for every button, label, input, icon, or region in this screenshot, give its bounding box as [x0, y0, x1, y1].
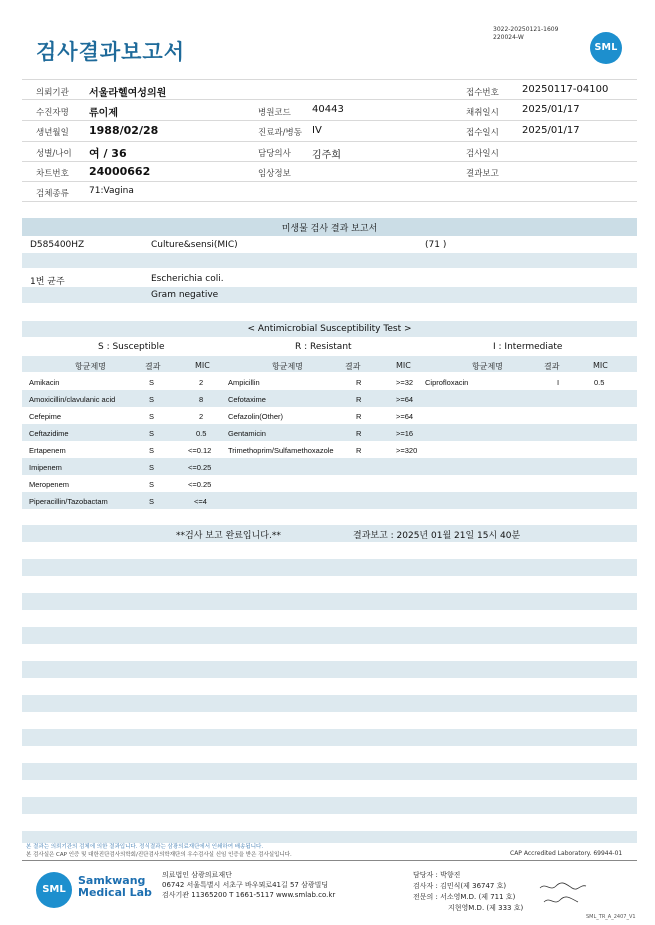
- drug-name: Ciprofloxacin: [425, 378, 469, 387]
- ward-code-label: 병원코드: [258, 108, 291, 118]
- specimen-label: 검체종류: [36, 189, 69, 199]
- legend-intermediate: I : Intermediate: [493, 342, 563, 352]
- band-row: [22, 287, 637, 303]
- drug-mic: >=32: [396, 378, 414, 387]
- band-row: [22, 729, 637, 746]
- band-row: [22, 593, 637, 610]
- test-number: (71 ): [425, 240, 447, 250]
- lab-contact: 검사기관 11365200 T 1661-5117 www.smlab.co.kr: [162, 891, 336, 899]
- samkwang-logo: SML: [36, 872, 72, 908]
- ast-title: < Antimicrobial Susceptibility Test >: [247, 324, 412, 334]
- info-row-3: [22, 121, 637, 142]
- col-result-header: 결과: [345, 362, 361, 371]
- ward-code-value: 40443: [312, 104, 344, 115]
- drug-result: S: [149, 378, 155, 387]
- drug-result: S: [149, 480, 155, 489]
- band-row: [22, 424, 637, 441]
- doctor-label: 담당의사: [258, 149, 291, 159]
- drug-result: R: [356, 446, 362, 455]
- drug-mic: <=0.25: [188, 480, 212, 489]
- drug-mic: >=64: [396, 412, 414, 421]
- col-mic-header: MIC: [593, 361, 608, 370]
- receipt-date-value: 2025/01/17: [522, 125, 580, 136]
- report-time: 결과보고 : 2025년 01월 21일 15시 40분: [353, 531, 521, 541]
- col-result-header: 결과: [145, 362, 161, 371]
- col-drug-header: 항균제명: [472, 362, 503, 371]
- staff-label: 담당자 :: [413, 871, 438, 879]
- drug-result: S: [149, 412, 155, 421]
- drug-result: S: [149, 395, 155, 404]
- drug-name: Gentamicin: [228, 429, 266, 438]
- drug-name: Imipenem: [29, 463, 62, 472]
- institution-value: 서울라헬여성의원: [89, 88, 167, 99]
- chart-no-label: 차트번호: [36, 169, 69, 179]
- completion-row: [22, 525, 637, 542]
- sml-logo: SML: [590, 32, 622, 64]
- band-row: [22, 492, 637, 509]
- drug-result: S: [149, 497, 155, 506]
- drug-result: R: [356, 395, 362, 404]
- drug-result: R: [356, 429, 362, 438]
- col-drug-header: 항균제명: [272, 362, 303, 371]
- drug-mic: <=0.12: [188, 446, 212, 455]
- dept-value: IV: [312, 125, 322, 136]
- clinical-label: 임상정보: [258, 169, 291, 179]
- collect-date-label: 채취일시: [466, 108, 499, 118]
- drug-mic: 0.5: [196, 429, 207, 438]
- drug-name: Meropenem: [29, 480, 70, 489]
- lab-address-block: [162, 870, 335, 900]
- footer-divider: [22, 860, 637, 861]
- drug-mic: 2: [199, 378, 204, 387]
- report-label: 결과보고: [466, 169, 499, 179]
- band-row: [22, 627, 637, 644]
- sex-age-label: 성별/나이: [36, 149, 72, 159]
- drug-result: S: [149, 429, 155, 438]
- staff-label: 검사자 :: [413, 882, 438, 890]
- receipt-date-label: 접수일시: [466, 128, 499, 138]
- sex-age-value: 여 / 36: [89, 147, 127, 160]
- drug-mic: 8: [199, 395, 204, 404]
- document-id: [493, 26, 558, 41]
- band-row: [22, 253, 637, 268]
- drug-mic: 0.5: [594, 378, 605, 387]
- drug-result: I: [557, 378, 560, 387]
- band-row: [22, 559, 637, 576]
- doctor-value: 김주희: [312, 150, 341, 161]
- info-row-4: [22, 142, 637, 162]
- form-number: SML_TR_A_2407_V1: [586, 914, 636, 920]
- footer-note-1: 본 결과는 의뢰기관의 검체에 의한 결과입니다. 정식결과는 삼광의료재단에서 인쇄하여 배송됩니다.: [26, 844, 264, 850]
- drug-name: Cefotaxime: [228, 395, 266, 404]
- institution-label: 의뢰기관: [36, 88, 69, 98]
- page-title: 검사결과보고서: [36, 40, 186, 64]
- drug-name: Trimethoprim/Sulfamethoxazole: [228, 446, 334, 455]
- organism-label: 1번 균주: [30, 277, 65, 287]
- dept-label: 진료과/병동: [258, 128, 302, 138]
- drug-result: S: [149, 463, 155, 472]
- name-value: 류이제: [89, 108, 118, 119]
- micro-section-title: 미생물 검사 결과 보고서: [281, 224, 378, 234]
- dob-value: 1988/02/28: [89, 124, 159, 137]
- logo-text-line2: Medical Lab: [78, 886, 152, 899]
- report-complete-text: **검사 보고 완료입니다.**: [176, 531, 281, 541]
- col-result-header: 결과: [544, 362, 560, 371]
- staff-name: 박향진: [440, 871, 461, 879]
- staff-name: 서소영M.D. (제 711 호): [440, 893, 516, 901]
- document-id-line2: 220024-W: [493, 33, 524, 41]
- staff-signatures: [413, 870, 523, 914]
- info-row-6: [22, 182, 637, 202]
- info-row-2: [22, 100, 637, 121]
- staff-name: 김민식(제 36747 호): [440, 882, 507, 890]
- info-row-1: [22, 79, 637, 100]
- lab-address: 06742 서울특별시 서초구 바우뫼로41길 57 삼광빌딩: [162, 881, 329, 889]
- drug-name: Amikacin: [29, 378, 60, 387]
- test-code: D585400HZ: [30, 240, 85, 250]
- info-row-5: [22, 162, 637, 182]
- drug-result: R: [356, 412, 362, 421]
- name-label: 수진자명: [36, 108, 69, 118]
- band-row: [22, 661, 637, 678]
- drug-mic: >=16: [396, 429, 414, 438]
- receipt-no-value: 20250117-04100: [522, 84, 609, 95]
- organism-name: Escherichia coli.: [151, 274, 224, 284]
- test-date-label: 검사일시: [466, 149, 499, 159]
- chart-no-value: 24000662: [89, 165, 151, 178]
- drug-mic: <=0.25: [188, 463, 212, 472]
- drug-mic: 2: [199, 412, 204, 421]
- footer-note-2: 본 검사실은 CAP 인증 및 대한진단검사의학회/진단검사의학재단의 우수검사실 신임 인증을 받은 검사실입니다.: [26, 852, 292, 858]
- receipt-no-label: 접수번호: [466, 88, 499, 98]
- drug-name: Ceftazidime: [29, 429, 69, 438]
- drug-mic: <=4: [194, 497, 207, 506]
- gram-stain: Gram negative: [151, 290, 219, 300]
- document-id-line1: 3022-20250121-1609: [493, 26, 559, 33]
- collect-date-value: 2025/01/17: [522, 104, 580, 115]
- col-mic-header: MIC: [195, 361, 210, 370]
- col-drug-header: 항균제명: [75, 362, 106, 371]
- drug-name: Amoxicillin/clavulanic acid: [29, 395, 116, 404]
- cap-accreditation: CAP Accredited Laboratory. 69944-01: [510, 850, 623, 857]
- band-row: [22, 763, 637, 780]
- drug-name: Cefazolin(Other): [228, 412, 284, 421]
- staff-label: 전문의 :: [413, 893, 438, 901]
- drug-mic: >=320: [396, 446, 418, 455]
- drug-name: Ertapenem: [29, 446, 66, 455]
- band-row: [22, 458, 637, 475]
- logo-text-line1: Samkwang: [78, 874, 146, 887]
- specimen-value: 71:Vagina: [89, 186, 134, 196]
- col-mic-header: MIC: [396, 361, 411, 370]
- drug-name: Cefepime: [29, 412, 62, 421]
- samkwang-logo-text: [78, 875, 152, 899]
- drug-name: Piperacillin/Tazobactam: [29, 497, 108, 506]
- band-row: [22, 695, 637, 712]
- test-name: Culture&sensi(MIC): [151, 240, 238, 250]
- band-row: [22, 797, 637, 814]
- drug-result: S: [149, 446, 155, 455]
- org-name: 의료법인 삼광의료재단: [162, 871, 232, 879]
- drug-result: R: [356, 378, 362, 387]
- drug-name: Ampicillin: [228, 378, 260, 387]
- legend-resistant: R : Resistant: [295, 342, 352, 352]
- drug-mic: >=64: [396, 395, 414, 404]
- legend-susceptible: S : Susceptible: [98, 342, 165, 352]
- dob-label: 생년월일: [36, 128, 69, 138]
- signature-scribble: [538, 880, 588, 910]
- staff-name: 지현영M.D. (제 333 호): [448, 904, 524, 912]
